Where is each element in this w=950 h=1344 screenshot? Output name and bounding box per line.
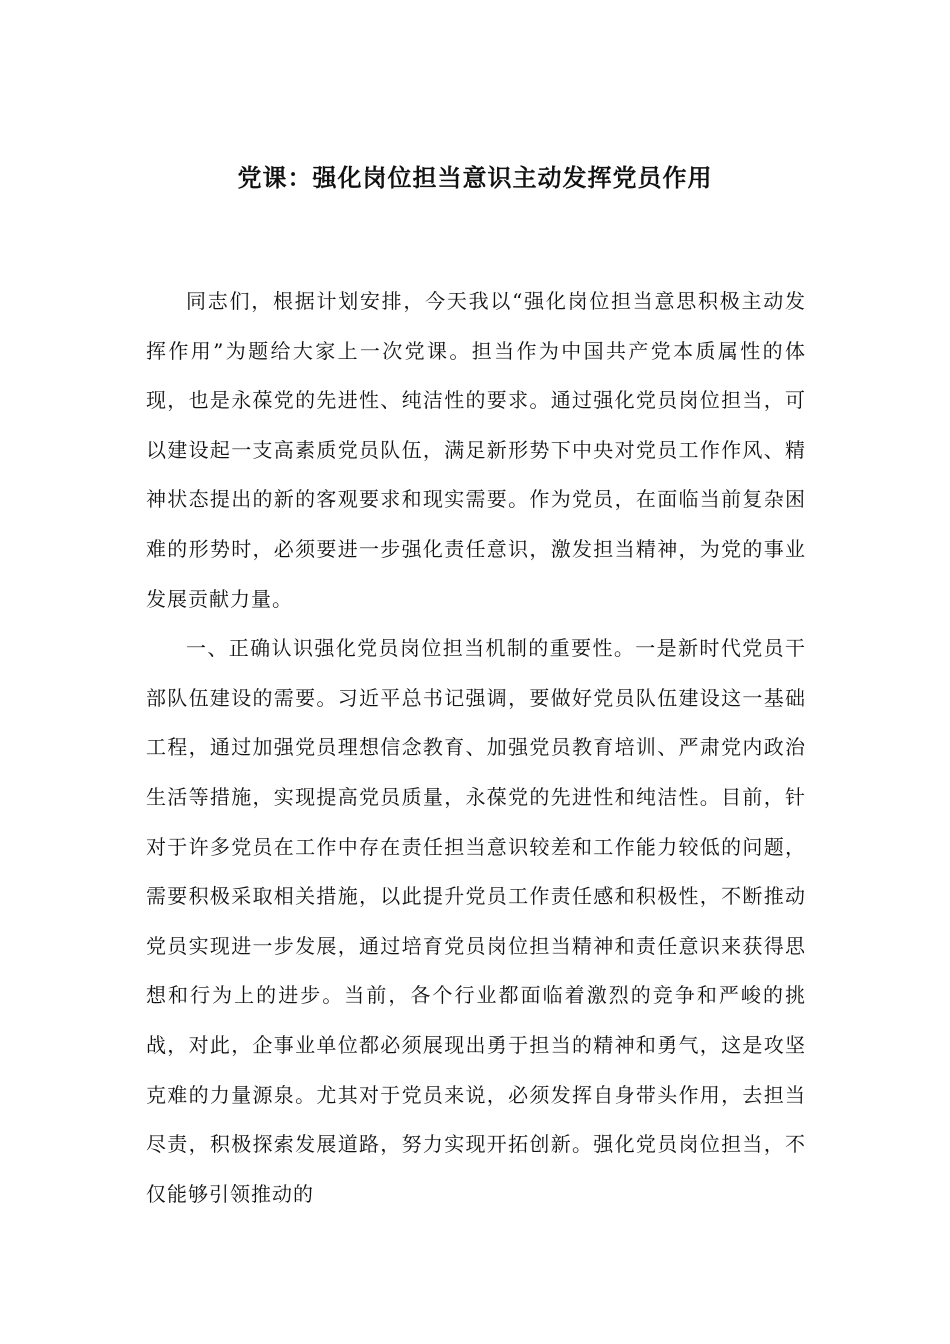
paragraph-intro: 同志们，根据计划安排，今天我以“强化岗位担当意思积极主动发挥作用”为题给大家上一次党课。担当作为中国共产党本质属性的体现，也是永葆党的先进性、纯洁性的要求。通过强化党员岗位担当，可以建设起一支高素质党员队伍，满足新形势下中央对党员工作作风、精神状态提出的新的客观要求和现实需要。作为党员，在面临当前复杂困难的形势时，必须要进一步强化责任意识，激发担当精神，为党的事业发展贡献力量。: [146, 289, 806, 611]
document-title: 党课：强化岗位担当意识主动发挥党员作用: [237, 164, 713, 192]
document-body: [146, 277, 806, 1219]
paragraph-section-one: 一、正确认识强化党员岗位担当机制的重要性。一是新时代党员干部队伍建设的需要。习近平总书记强调，要做好党员队伍建设这一基础工程，通过加强党员理想信念教育、加强党员教育培训、严肃党内政治生活等措施，实现提高党员质量，永葆党的先进性和纯洁性。目前，针对于许多党员在工作中存在责任担当意识较差和工作能力较低的问题，需要积极采取相关措施，以此提升党员工作责任感和积极性，不断推动党员实现进一步发展，通过培育党员岗位担当精神和责任意识来获得思想和行为上的进步。当前，各个行业都面临着激烈的竞争和严峻的挑战，对此，企事业单位都必须展现出勇于担当的精神和勇气，这是攻坚克难的力量源泉。尤其对于党员来说，必须发挥自身带头作用，去担当尽责，积极探索发展道路，努力实现开拓创新。强化党员岗位担当，不仅能够引领推动的: [146, 636, 806, 1206]
